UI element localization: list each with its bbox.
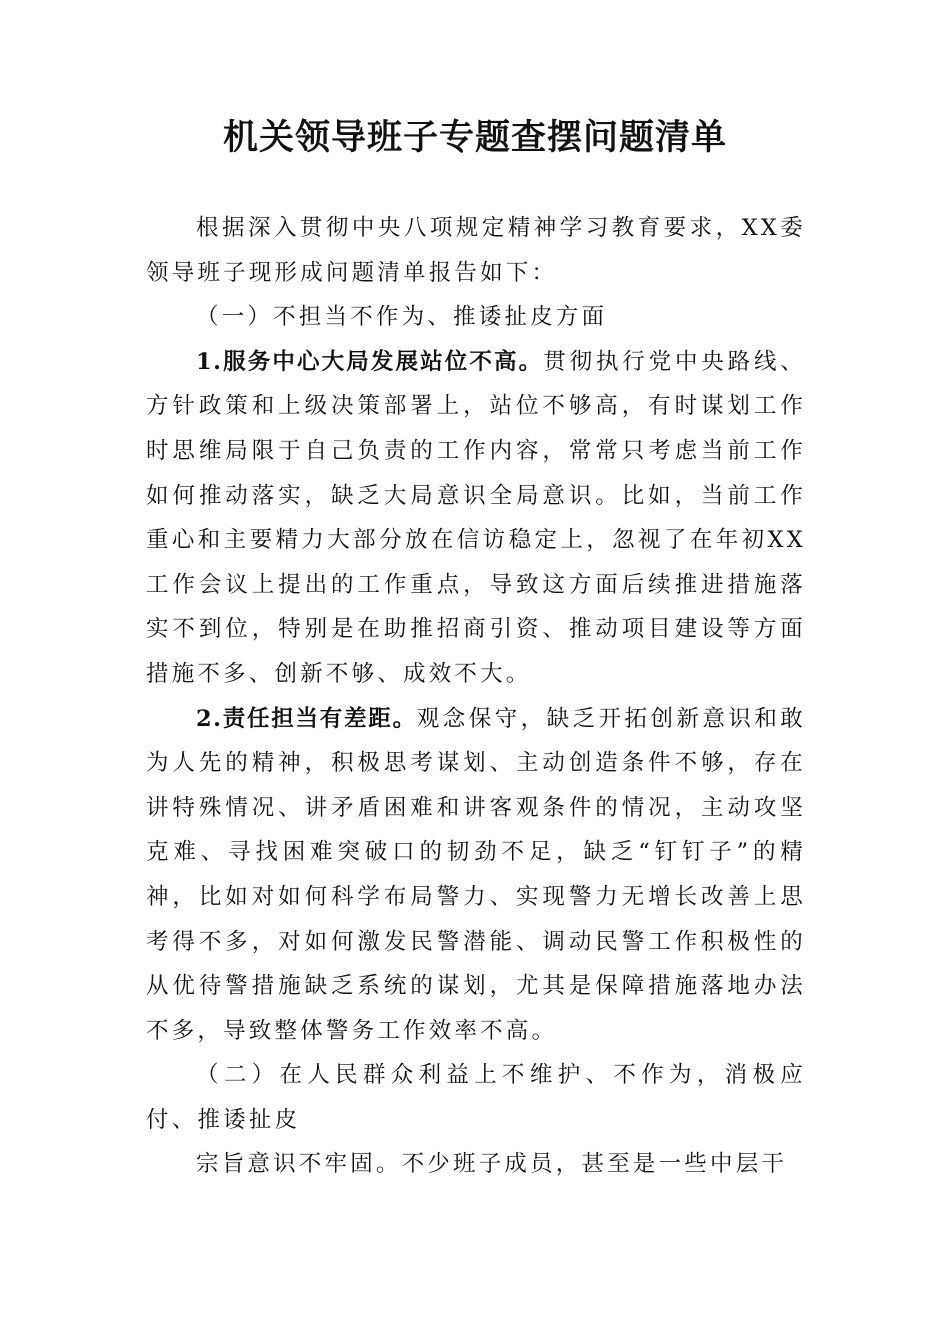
section-1-item-2 — [146, 697, 806, 1054]
document-title: 机关领导班子专题查摆问题清单 — [222, 117, 727, 158]
section-2-heading: （二）在人民群众利益上不维护、不作为，消极应付、推诿扯皮 — [146, 1062, 806, 1133]
section-2-paragraph-1: 宗旨意识不牢固。不少班子成员，甚至是一些中层干 — [196, 1151, 788, 1178]
section-1-item-1 — [146, 340, 806, 697]
item-2-body: 观念保守，缺乏开拓创新意识和敢为人先的精神，积极思考谋划、主动创造条件不够，存在讲特殊情况、讲矛盾困难和讲客观条件的情况，主动攻坚克难、寻找困难突破口的韧劲不足，缺乏“钉钉子”的精神，比如对如何科学布局警力、实现警力无增长改善上思考得不多，对如何激发民警潜能、调动民警工作积极性的从优待警措施缺乏系统的谋划，尤其是保障措施落地办法不多，导致整体警务工作效率不高。 — [146, 705, 806, 1044]
item-1-body: 贯彻执行党中央路线、方针政策和上级决策部署上，站位不够高，有时谋划工作时思维局限于自己负责的工作内容，常常只考虑当前工作如何推动落实，缺乏大局意识全局意识。比如，当前工作重心和主要精力大部分放在信访稳定上，忽视了在年初XX工作会议上提出的工作重点，导致这方面后续推进措施落实不到位，特别是在助推招商引资、推动项目建设等方面措施不多、创新不够、成效不大。 — [146, 348, 806, 687]
item-2-title: 2.责任担当有差距。 — [196, 705, 417, 732]
document-body — [146, 206, 806, 1187]
item-1-title: 1.服务中心大局发展站位不高。 — [196, 348, 544, 375]
intro-paragraph: 根据深入贯彻中央八项规定精神学习教育要求，XX委领导班子现形成问题清单报告如下： — [146, 215, 806, 286]
section-1-heading: （一）不担当不作为、推诿扯皮方面 — [196, 304, 608, 331]
